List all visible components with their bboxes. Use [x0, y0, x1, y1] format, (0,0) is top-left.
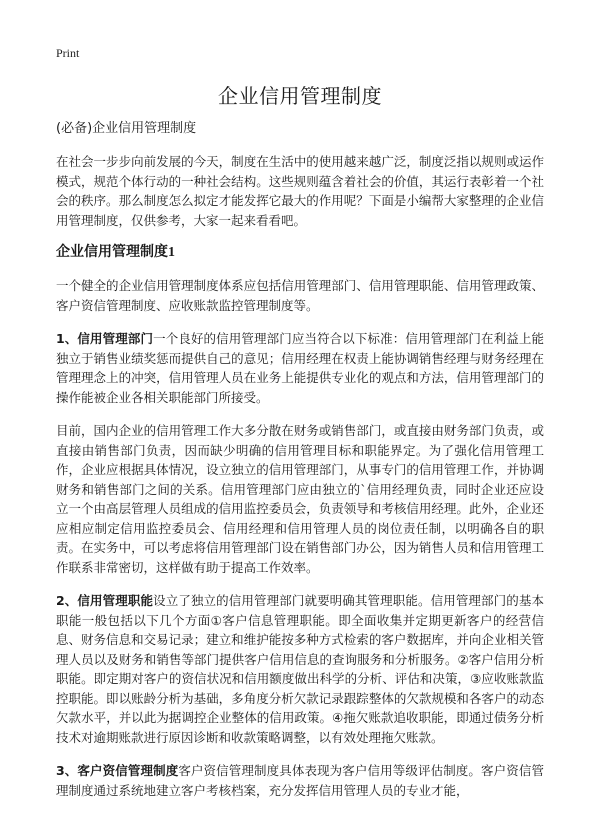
intro-paragraph: 在社会一步步向前发展的今天，制度在生活中的使用越来越广泛，制度泛指以规则或运作模式，规范个体行动的一种社会结构。这些规则蕴含着社会的价值，其运行表彰着一个社会的秩序。那么制度怎么拟定才能发挥它最大的作用呢？下面是小编帮大家整理的企业信用管理制度，仅供参考，大家一起来看看吧。 [56, 154, 544, 228]
overview-paragraph: 一个健全的企业信用管理制度体系应包括信用管理部门、信用管理职能、信用管理政策、客户资信管理制度、应收账款监控管理制度等。 [56, 278, 544, 313]
page-title: 企业信用管理制度 [218, 84, 382, 108]
credit-function-lead: 2、信用管理职能 [56, 593, 154, 608]
document-subtitle: (必备)企业信用管理制度 [56, 121, 197, 136]
credit-department-detail-paragraph: 目前，国内企业的信用管理工作大多分散在财务或销售部门，或直接由财务部门负责，或直接由销售部门负责，因而缺少明确的信用管理目标和职能界定。为了强化信用管理工作，企业应根据具体情况，设立独立的信用管理部门，从事专门的信用管理工作，并协调财务和销售部门之间的关系。信用管理部门应由独立的`信用经理负责，同时企业还应设立一个由高层管理人员组成的信用监控委员会，负责领导和考核信用经理。此外，企业还应相应制定信用监控委员会、信用经理和信用管理人员的岗位责任制，以明确各自的职责。在实务中，可以考虑将信用管理部门设在销售部门办公，因为销售人员和信用管理工作联系非常密切，这样做有助于提高工作效率。 [56, 423, 544, 575]
customer-credit-text: 客户资信管理制度具体表现为客户信用等级评估制度。客户资信管理制度通过系统地建立客户考核档案，充分发挥信用管理人员的专业才能， [56, 763, 544, 798]
customer-credit-paragraph [56, 761, 544, 800]
document-body [56, 120, 544, 814]
credit-department-lead: 1、信用管理部门 [56, 331, 154, 346]
credit-department-paragraph [56, 329, 544, 407]
section-heading: 企业信用管理制度1 [56, 245, 175, 260]
customer-credit-lead: 3、客户资信管理制度 [56, 763, 179, 778]
credit-department-text: 一个良好的信用管理部门应当符合以下标准：信用管理部门在利益上能独立于销售业绩奖惩而提供自己的意见；信用经理在权责上能协调销售经理与财务经理在管理理念上的冲突，信用管理人员在业务上能提供专业化的观点和方法，信用管理部门的操作能被企业各相关职能部门所接受。 [56, 331, 544, 405]
credit-function-text: 设立了独立的信用管理部门就要明确其管理职能。信用管理部门的基本职能一般包括以下几个方面①客户信息管理职能。即全面收集并定期更新客户的经营信息、财务信息和交易记录；建立和维护能按多种方式检索的客户数据库，并向企业相关管理人员以及财务和销售等部门提供客户信用信息的查询服务和分析服务。②客户信用分析职能。即定期对客户的资信状况和信用额度做出科学的分析、评估和决策，③应收账款监控职能。即以账龄分析为基础，多角度分析欠款记录跟踪整体的欠款规模和各客户的动态欠款水平，并以此为据调控企业整体的信用政策。④拖欠账款追收职能，即通过债务分析技术对逾期账款进行原因诊断和收款策略调整，以有效处理拖欠账款。 [56, 593, 544, 745]
credit-function-paragraph [56, 591, 544, 747]
print-link[interactable]: Print [56, 46, 80, 60]
